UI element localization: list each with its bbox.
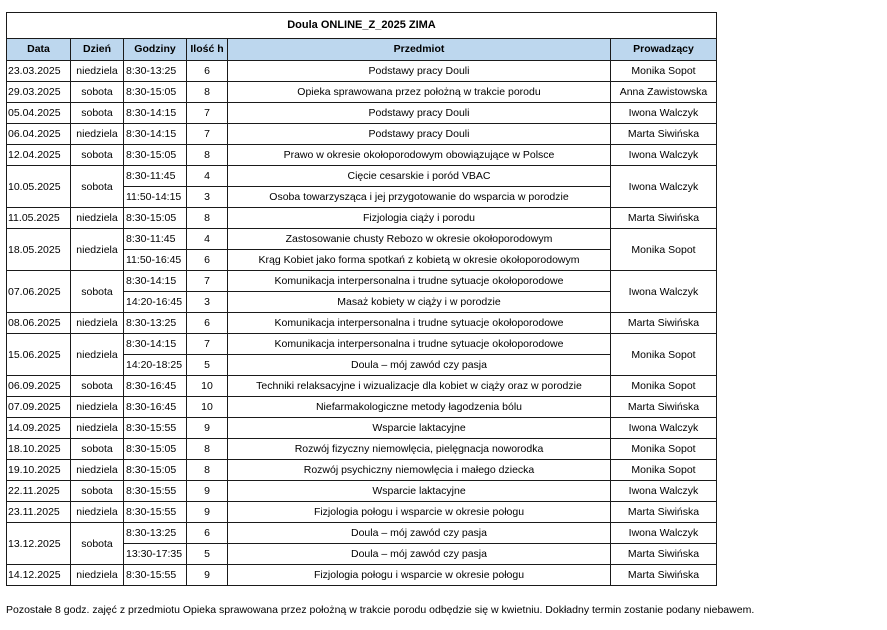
table-row xyxy=(7,271,717,292)
table-body xyxy=(7,61,717,586)
hours-cell: 9 xyxy=(187,565,228,586)
time-cell: 8:30-15:05 xyxy=(124,145,187,166)
date-cell: 14.12.2025 xyxy=(7,565,71,586)
subject-cell: Wsparcie laktacyjne xyxy=(228,481,611,502)
day-cell: niedziela xyxy=(71,229,124,271)
subject-cell: Krąg Kobiet jako forma spotkań z kobietą w okresie okołoporodowym xyxy=(228,250,611,271)
subject-cell: Prawo w okresie okołoporodowym obowiązujące w Polsce xyxy=(228,145,611,166)
date-cell: 07.06.2025 xyxy=(7,271,71,313)
date-cell: 23.11.2025 xyxy=(7,502,71,523)
hours-cell: 4 xyxy=(187,166,228,187)
teacher-cell: Iwona Walczyk xyxy=(611,145,717,166)
hours-cell: 8 xyxy=(187,82,228,103)
date-cell: 18.10.2025 xyxy=(7,439,71,460)
hours-cell: 9 xyxy=(187,502,228,523)
date-cell: 23.03.2025 xyxy=(7,61,71,82)
subject-cell: Rozwój psychiczny niemowlęcia i małego dziecka xyxy=(228,460,611,481)
day-cell: sobota xyxy=(71,271,124,313)
subject-cell: Doula – mój zawód czy pasja xyxy=(228,523,611,544)
teacher-cell: Iwona Walczyk xyxy=(611,481,717,502)
table-row xyxy=(7,313,717,334)
time-cell: 8:30-14:15 xyxy=(124,103,187,124)
time-cell: 14:20-18:25 xyxy=(124,355,187,376)
hours-cell: 6 xyxy=(187,61,228,82)
day-cell: sobota xyxy=(71,166,124,208)
col-header-hour-count: Ilość h xyxy=(187,39,228,61)
table-title: Doula ONLINE_Z_2025 ZIMA xyxy=(7,13,717,39)
subject-cell: Fizjologia ciąży i porodu xyxy=(228,208,611,229)
day-cell: sobota xyxy=(71,523,124,565)
date-cell: 11.05.2025 xyxy=(7,208,71,229)
subject-cell: Doula – mój zawód czy pasja xyxy=(228,355,611,376)
time-cell: 8:30-16:45 xyxy=(124,376,187,397)
table-row xyxy=(7,523,717,544)
col-header-teacher: Prowadzący xyxy=(611,39,717,61)
table-row xyxy=(7,166,717,187)
header-row xyxy=(7,39,717,61)
time-cell: 8:30-15:55 xyxy=(124,502,187,523)
subject-cell: Podstawy pracy Douli xyxy=(228,124,611,145)
hours-cell: 10 xyxy=(187,376,228,397)
day-cell: niedziela xyxy=(71,61,124,82)
teacher-cell: Monika Sopot xyxy=(611,376,717,397)
time-cell: 8:30-13:25 xyxy=(124,523,187,544)
day-cell: niedziela xyxy=(71,313,124,334)
hours-cell: 4 xyxy=(187,229,228,250)
teacher-cell: Monika Sopot xyxy=(611,229,717,271)
footnote: Pozostałe 8 godz. zajęć z przedmiotu Opieka sprawowana przez położną w trakcie porodu odbędzie się w kwietniu. Dokładny termin zostanie podany niebawem. xyxy=(6,604,755,616)
date-cell: 12.04.2025 xyxy=(7,145,71,166)
day-cell: sobota xyxy=(71,82,124,103)
subject-cell: Niefarmakologiczne metody łagodzenia bólu xyxy=(228,397,611,418)
time-cell: 8:30-11:45 xyxy=(124,229,187,250)
date-cell: 13.12.2025 xyxy=(7,523,71,565)
teacher-cell: Monika Sopot xyxy=(611,334,717,376)
time-cell: 8:30-15:05 xyxy=(124,208,187,229)
day-cell: niedziela xyxy=(71,397,124,418)
day-cell: sobota xyxy=(71,145,124,166)
time-cell: 11:50-14:15 xyxy=(124,187,187,208)
table-row xyxy=(7,334,717,355)
hours-cell: 5 xyxy=(187,544,228,565)
teacher-cell: Marta Siwińska xyxy=(611,208,717,229)
day-cell: niedziela xyxy=(71,502,124,523)
teacher-cell: Iwona Walczyk xyxy=(611,418,717,439)
hours-cell: 3 xyxy=(187,292,228,313)
hours-cell: 8 xyxy=(187,439,228,460)
subject-cell: Masaż kobiety w ciąży i w porodzie xyxy=(228,292,611,313)
subject-cell: Fizjologia połogu i wsparcie w okresie połogu xyxy=(228,565,611,586)
teacher-cell: Anna Zawistowska xyxy=(611,82,717,103)
time-cell: 8:30-15:55 xyxy=(124,565,187,586)
date-cell: 14.09.2025 xyxy=(7,418,71,439)
date-cell: 19.10.2025 xyxy=(7,460,71,481)
teacher-cell: Iwona Walczyk xyxy=(611,166,717,208)
subject-cell: Komunikacja interpersonalna i trudne sytuacje okołoporodowe xyxy=(228,313,611,334)
hours-cell: 10 xyxy=(187,397,228,418)
hours-cell: 7 xyxy=(187,124,228,145)
teacher-cell: Iwona Walczyk xyxy=(611,271,717,313)
subject-cell: Komunikacja interpersonalna i trudne sytuacje okołoporodowe xyxy=(228,271,611,292)
subject-cell: Opieka sprawowana przez położną w trakcie porodu xyxy=(228,82,611,103)
col-header-hours-range: Godziny xyxy=(124,39,187,61)
hours-cell: 6 xyxy=(187,313,228,334)
subject-cell: Wsparcie laktacyjne xyxy=(228,418,611,439)
table-row xyxy=(7,376,717,397)
day-cell: niedziela xyxy=(71,208,124,229)
subject-cell: Techniki relaksacyjne i wizualizacje dla kobiet w ciąży oraz w porodzie xyxy=(228,376,611,397)
table-row xyxy=(7,439,717,460)
hours-cell: 3 xyxy=(187,187,228,208)
table-row xyxy=(7,460,717,481)
date-cell: 18.05.2025 xyxy=(7,229,71,271)
table-row xyxy=(7,103,717,124)
hours-cell: 6 xyxy=(187,523,228,544)
schedule-table xyxy=(6,12,717,586)
table-row xyxy=(7,145,717,166)
day-cell: niedziela xyxy=(71,460,124,481)
date-cell: 22.11.2025 xyxy=(7,481,71,502)
table-row xyxy=(7,208,717,229)
teacher-cell: Marta Siwińska xyxy=(611,124,717,145)
time-cell: 8:30-15:05 xyxy=(124,460,187,481)
day-cell: sobota xyxy=(71,103,124,124)
table-row xyxy=(7,229,717,250)
hours-cell: 9 xyxy=(187,418,228,439)
hours-cell: 7 xyxy=(187,334,228,355)
date-cell: 05.04.2025 xyxy=(7,103,71,124)
table-row xyxy=(7,418,717,439)
day-cell: sobota xyxy=(71,439,124,460)
table-row xyxy=(7,481,717,502)
date-cell: 10.05.2025 xyxy=(7,166,71,208)
hours-cell: 7 xyxy=(187,103,228,124)
time-cell: 13:30-17:35 xyxy=(124,544,187,565)
teacher-cell: Monika Sopot xyxy=(611,460,717,481)
subject-cell: Doula – mój zawód czy pasja xyxy=(228,544,611,565)
teacher-cell: Iwona Walczyk xyxy=(611,103,717,124)
day-cell: niedziela xyxy=(71,334,124,376)
hours-cell: 5 xyxy=(187,355,228,376)
hours-cell: 8 xyxy=(187,460,228,481)
subject-cell: Komunikacja interpersonalna i trudne sytuacje okołoporodowe xyxy=(228,334,611,355)
date-cell: 15.06.2025 xyxy=(7,334,71,376)
teacher-cell: Marta Siwińska xyxy=(611,397,717,418)
hours-cell: 8 xyxy=(187,208,228,229)
date-cell: 08.06.2025 xyxy=(7,313,71,334)
col-header-subject: Przedmiot xyxy=(228,39,611,61)
day-cell: niedziela xyxy=(71,565,124,586)
col-header-date: Data xyxy=(7,39,71,61)
time-cell: 11:50-16:45 xyxy=(124,250,187,271)
subject-cell: Zastosowanie chusty Rebozo w okresie okołoporodowym xyxy=(228,229,611,250)
time-cell: 8:30-14:15 xyxy=(124,271,187,292)
table-row xyxy=(7,82,717,103)
hours-cell: 6 xyxy=(187,250,228,271)
table-row xyxy=(7,397,717,418)
day-cell: niedziela xyxy=(71,418,124,439)
time-cell: 8:30-11:45 xyxy=(124,166,187,187)
hours-cell: 9 xyxy=(187,481,228,502)
date-cell: 07.09.2025 xyxy=(7,397,71,418)
time-cell: 8:30-15:05 xyxy=(124,439,187,460)
teacher-cell: Monika Sopot xyxy=(611,61,717,82)
table-row xyxy=(7,502,717,523)
subject-cell: Cięcie cesarskie i poród VBAC xyxy=(228,166,611,187)
teacher-cell: Monika Sopot xyxy=(611,439,717,460)
time-cell: 8:30-13:25 xyxy=(124,61,187,82)
hours-cell: 8 xyxy=(187,145,228,166)
subject-cell: Osoba towarzysząca i jej przygotowanie do wsparcia w porodzie xyxy=(228,187,611,208)
teacher-cell: Marta Siwińska xyxy=(611,565,717,586)
time-cell: 8:30-16:45 xyxy=(124,397,187,418)
time-cell: 8:30-14:15 xyxy=(124,124,187,145)
subject-cell: Podstawy pracy Douli xyxy=(228,103,611,124)
date-cell: 06.09.2025 xyxy=(7,376,71,397)
teacher-cell: Marta Siwińska xyxy=(611,313,717,334)
teacher-cell: Marta Siwińska xyxy=(611,544,717,565)
time-cell: 8:30-14:15 xyxy=(124,334,187,355)
time-cell: 8:30-15:05 xyxy=(124,82,187,103)
time-cell: 8:30-15:55 xyxy=(124,418,187,439)
day-cell: niedziela xyxy=(71,124,124,145)
col-header-day: Dzień xyxy=(71,39,124,61)
teacher-cell: Iwona Walczyk xyxy=(611,523,717,544)
teacher-cell: Marta Siwińska xyxy=(611,502,717,523)
day-cell: sobota xyxy=(71,376,124,397)
time-cell: 8:30-13:25 xyxy=(124,313,187,334)
date-cell: 06.04.2025 xyxy=(7,124,71,145)
time-cell: 14:20-16:45 xyxy=(124,292,187,313)
table-row xyxy=(7,61,717,82)
hours-cell: 7 xyxy=(187,271,228,292)
subject-cell: Rozwój fizyczny niemowlęcia, pielęgnacja noworodka xyxy=(228,439,611,460)
date-cell: 29.03.2025 xyxy=(7,82,71,103)
day-cell: sobota xyxy=(71,481,124,502)
table-row xyxy=(7,565,717,586)
table-row xyxy=(7,124,717,145)
subject-cell: Podstawy pracy Douli xyxy=(228,61,611,82)
subject-cell: Fizjologia połogu i wsparcie w okresie połogu xyxy=(228,502,611,523)
time-cell: 8:30-15:55 xyxy=(124,481,187,502)
